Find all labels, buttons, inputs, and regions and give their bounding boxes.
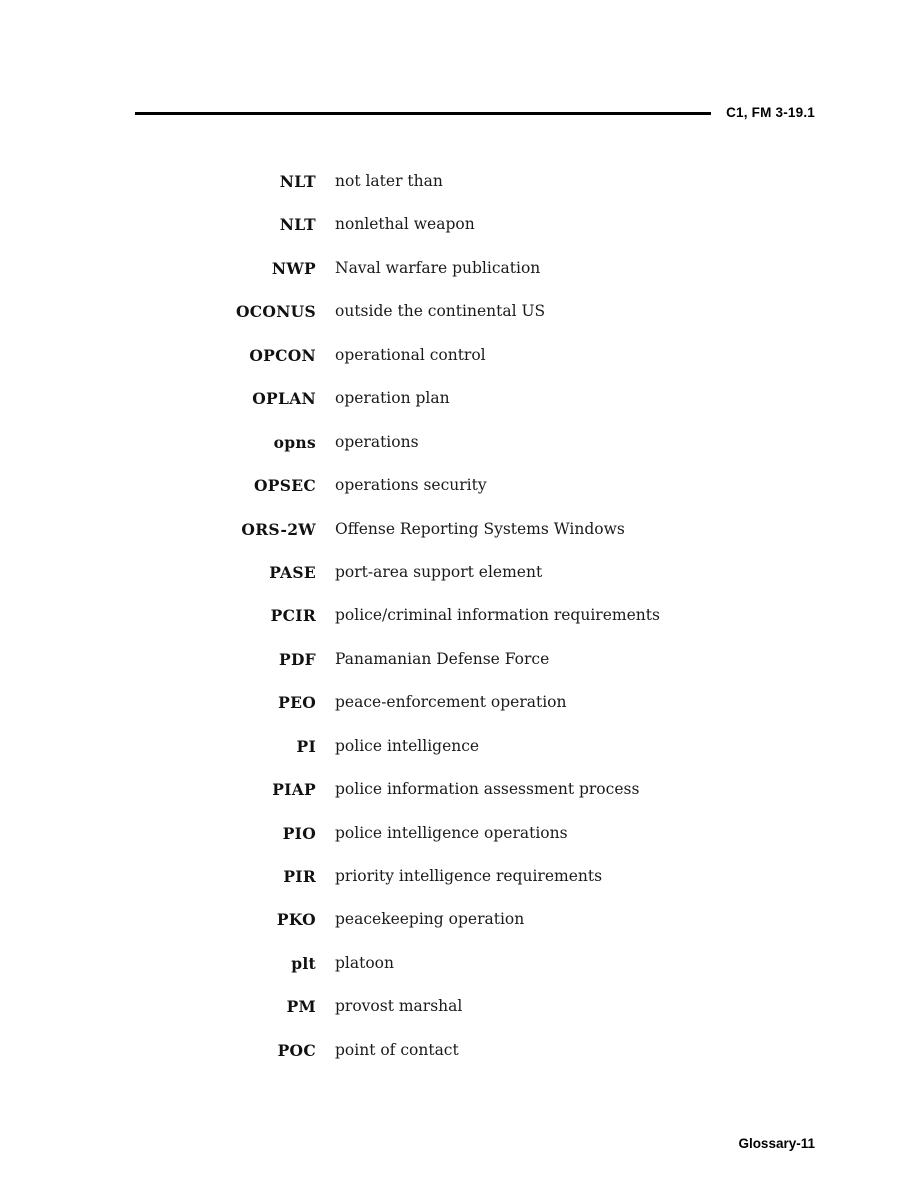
glossary-definition: platoon (335, 953, 394, 972)
glossary-entry (0, 997, 923, 1040)
glossary-entry (0, 737, 923, 780)
glossary-entry (0, 302, 923, 345)
glossary-definition: priority intelligence requirements (335, 867, 603, 885)
glossary-abbreviation: opns (273, 432, 316, 452)
glossary-definition: provost marshal (335, 997, 463, 1016)
glossary-abbreviation: NLT (279, 215, 316, 235)
glossary-abbreviation: PDF (278, 649, 316, 669)
glossary-abbreviation: PI (296, 736, 316, 756)
glossary-entry (0, 215, 923, 258)
glossary-abbreviation: PIAP (272, 780, 316, 800)
glossary-definition: operation plan (335, 389, 450, 408)
glossary-abbreviation: PM (286, 997, 316, 1017)
glossary-abbreviation: PIO (282, 823, 316, 843)
glossary-abbreviation: PASE (269, 562, 316, 582)
glossary-definition: peace-enforcement operation (335, 693, 567, 712)
glossary-definition: police/criminal information requirements (335, 606, 660, 625)
glossary-abbreviation: PEO (278, 693, 316, 713)
glossary-definition: Panamanian Defense Force (335, 649, 550, 668)
glossary-entry (0, 520, 923, 563)
glossary-definition: operations (335, 432, 419, 451)
glossary-abbreviation: OPSEC (253, 476, 316, 496)
glossary-definition: police information assessment process (335, 780, 640, 799)
glossary-entry (0, 433, 923, 476)
glossary-abbreviation: NLT (279, 172, 316, 191)
glossary-entry (0, 954, 923, 997)
glossary-abbreviation: OCONUS (235, 302, 316, 322)
page-number: Glossary-11 (738, 1136, 815, 1151)
glossary-list (0, 172, 923, 1084)
glossary-abbreviation: POC (277, 1040, 316, 1060)
glossary-entry (0, 346, 923, 389)
glossary-entry (0, 259, 923, 302)
glossary-abbreviation: NWP (271, 258, 316, 278)
glossary-definition: point of contact (335, 1040, 459, 1059)
glossary-entry (0, 910, 923, 953)
glossary-entry (0, 867, 923, 910)
glossary-definition: Naval warfare publication (335, 258, 541, 277)
glossary-definition: outside the continental US (335, 302, 546, 321)
glossary-definition: police intelligence (335, 736, 480, 755)
glossary-entry (0, 780, 923, 823)
glossary-definition: nonlethal weapon (335, 215, 475, 234)
glossary-definition: not later than (335, 172, 443, 190)
document-reference: C1, FM 3-19.1 (726, 105, 815, 120)
glossary-definition: port-area support element (335, 562, 543, 581)
glossary-abbreviation: PCIR (270, 606, 316, 626)
glossary-abbreviation: PIR (283, 867, 316, 886)
glossary-entry (0, 172, 923, 215)
header-rule (135, 112, 711, 115)
glossary-entry (0, 606, 923, 649)
glossary-entry (0, 693, 923, 736)
glossary-abbreviation: OPCON (249, 345, 316, 365)
glossary-definition: operations security (335, 476, 487, 495)
glossary-entry (0, 824, 923, 867)
glossary-entry (0, 650, 923, 693)
glossary-abbreviation: OPLAN (252, 389, 316, 409)
glossary-definition: Offense Reporting Systems Windows (335, 519, 625, 538)
glossary-abbreviation: ORS-2W (241, 519, 316, 539)
glossary-abbreviation: PKO (276, 910, 316, 930)
glossary-definition: peacekeeping operation (335, 910, 525, 929)
glossary-definition: operational control (335, 345, 486, 364)
glossary-entry (0, 563, 923, 606)
glossary-abbreviation: plt (291, 953, 316, 973)
glossary-entry (0, 1041, 923, 1084)
glossary-entry (0, 389, 923, 432)
glossary-definition: police intelligence operations (335, 823, 568, 842)
glossary-entry (0, 476, 923, 519)
